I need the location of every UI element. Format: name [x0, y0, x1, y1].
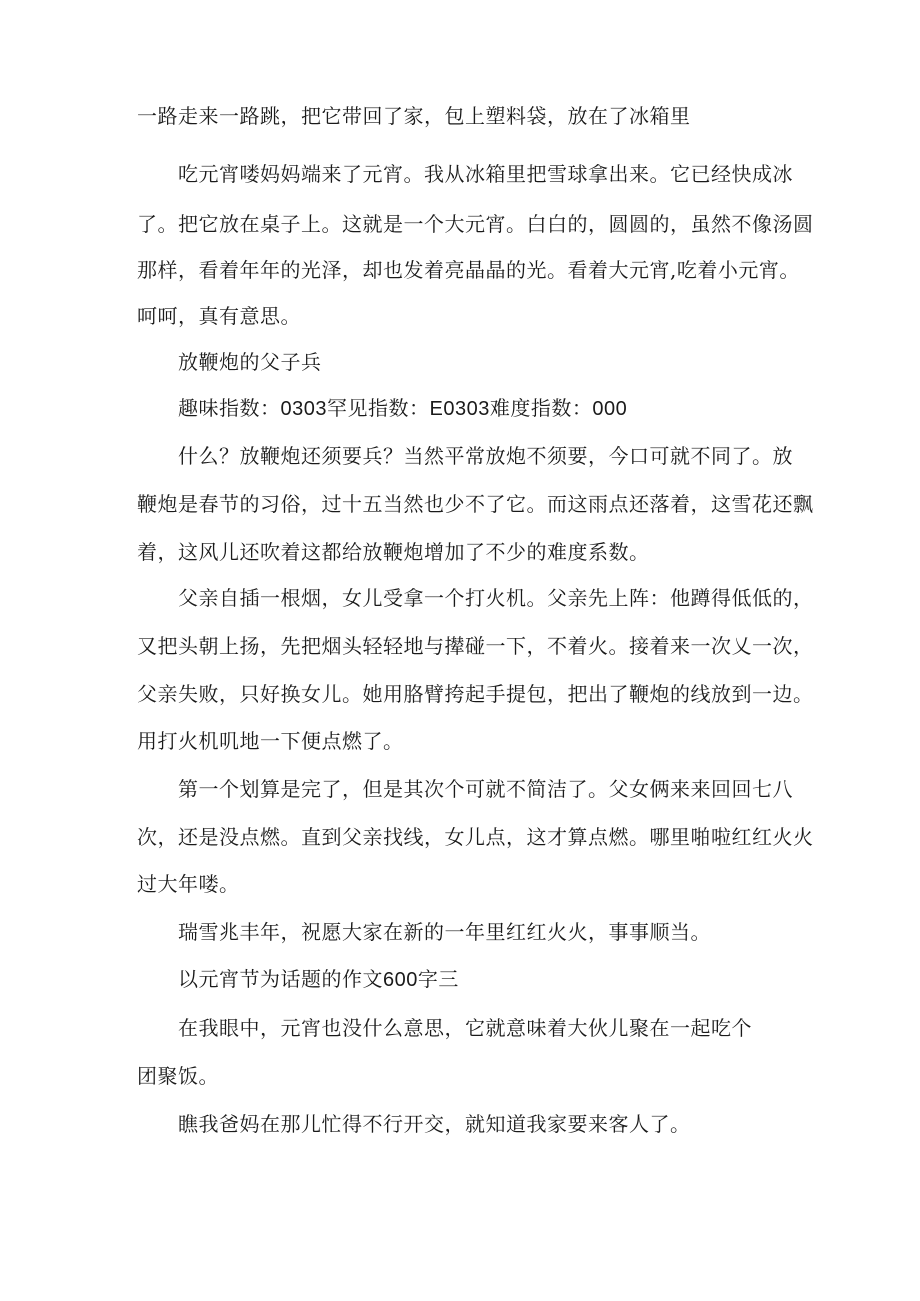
text-line: 一路走来一路跳，把它带回了家，包上塑料袋，放在了冰箱里	[137, 104, 691, 128]
text-line: 过大年喽。	[137, 872, 240, 896]
text-line: 了。把它放在桌子上。这就是一个大元宵。白白的，圆圆的，虽然不像汤圆	[137, 212, 814, 236]
text-line: 吃元宵喽妈妈端来了元宵。我从冰箱里把雪球拿出来。它已经快成冰	[178, 162, 793, 186]
text-line: 团聚饭。	[137, 1064, 219, 1088]
text-line: 瑞雪兆丰年，祝愿大家在新的一年里红红火火，事事顺当。	[178, 920, 711, 944]
text-line: 父亲失败，只好换女儿。她用胳臂挎起手提包，把出了鞭炮的线放到一边。	[137, 682, 814, 706]
text-line: 瞧我爸妈在那儿忙得不行开交，就知道我家要来客人了。	[178, 1112, 691, 1136]
section-heading: 放鞭炮的父子兵	[178, 350, 322, 374]
text-line: 呵呵，真有意思。	[137, 304, 301, 328]
text-line: 着，这风儿还吹着这都给放鞭炮增加了不少的难度系数。	[137, 540, 650, 564]
section-heading: 以元宵节为话题的作文600字三	[178, 969, 459, 991]
text-line: 第一个划算是完了，但是其次个可就不简洁了。父女俩来来回回七八	[178, 777, 793, 801]
text-line: 什么？放鞭炮还须要兵？当然平常放炮不须要，今口可就不同了。放	[178, 444, 793, 468]
text-line: 那样，看着年年的光泽，却也发着亮晶晶的光。看着大元宵,吃着小元宵。	[137, 258, 800, 282]
text-line: 父亲自插一根烟，女儿受拿一个打火机。父亲先上阵：他蹲得低低的，	[178, 586, 814, 610]
text-line: 又把头朝上扬，先把烟头轻轻地与撵碰一下，不着火。接着来一次乂一次，	[137, 634, 814, 658]
text-line: 鞭炮是春节的习俗，过十五当然也少不了它。而这雨点还落着，这雪花还飘	[137, 492, 814, 516]
rating-line: 趣味指数：0303罕见指数：E0303难度指数：000	[178, 398, 628, 420]
text-line: 次，还是没点燃。直到父亲找线，女儿点，这才算点燃。哪里啪啦红红火火	[137, 825, 814, 849]
text-line: 用打火机叽地一下便点燃了。	[137, 729, 404, 753]
text-line: 在我眼中，元宵也没什么意思，它就意味着大伙儿聚在一起吃个	[178, 1016, 752, 1040]
